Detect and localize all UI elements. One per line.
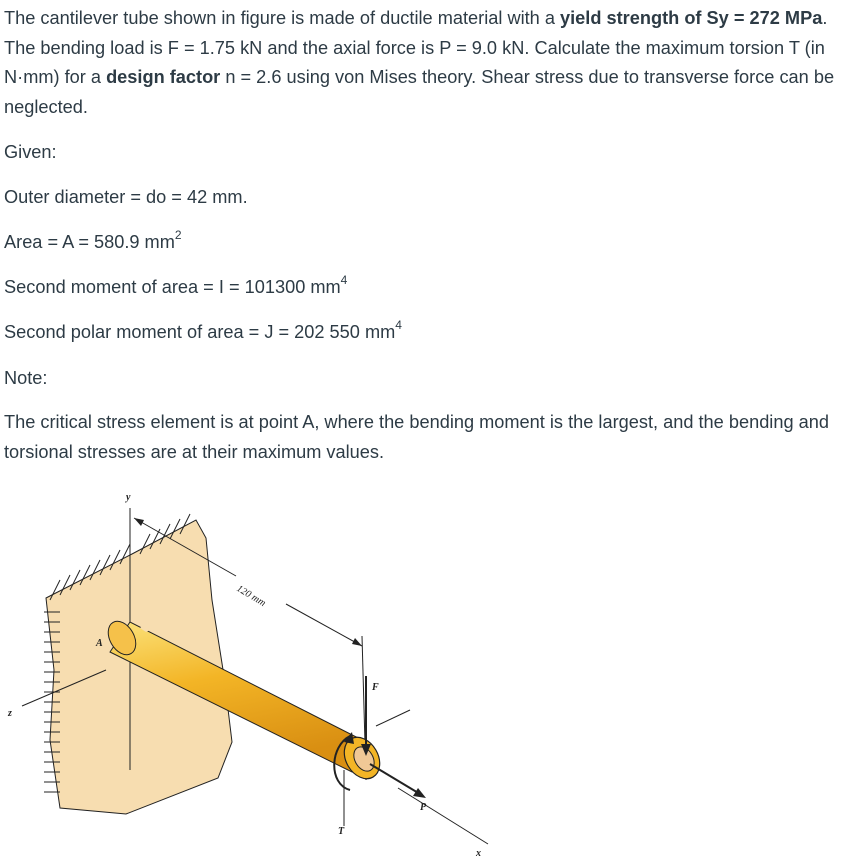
y-axis-label: y <box>126 492 131 503</box>
cantilever-tube-figure <box>0 480 854 862</box>
dimension-label: 120 mm <box>234 583 268 610</box>
problem-text-3: n = 2.6 using von Mises theory. Shear stress due to transverse force can be neglected. <box>4 67 835 117</box>
given-outer-diameter: Outer diameter = do = 42 mm. <box>4 187 248 207</box>
problem-bold-sy-value: 272 MPa <box>749 8 823 28</box>
given-second-moment-exponent: 4 <box>340 272 348 287</box>
force-f-label: F <box>372 682 379 693</box>
given-area-text: Area = A = 580.9 mm <box>4 232 175 252</box>
end-reference-line <box>376 710 410 726</box>
force-p-arrow <box>370 764 426 798</box>
given-second-moment-text: Second moment of area = I = 101300 mm <box>4 277 341 297</box>
given-polar-moment-exponent: 4 <box>395 317 402 332</box>
z-axis-label: z <box>8 708 12 719</box>
note-text: The critical stress element is at point A, where the bending moment is the largest, and the bending and torsional stresses are at their maximum values. <box>4 412 829 462</box>
problem-bold-design-factor: design factor <box>106 67 221 87</box>
torque-t-label: T <box>338 826 345 837</box>
point-a-label: A <box>96 638 103 649</box>
problem-text-2: . The bending load is F = 1.75 kN and the axial force is P = 9.0 kN. Calculate the maximum torsion T (in N·mm) for a <box>4 8 828 87</box>
force-f-arrow <box>361 676 371 756</box>
problem-text-1: The cantilever tube shown in figure is made of ductile material with a <box>4 8 561 28</box>
force-p-label: P <box>420 802 427 813</box>
given-area-exponent: 2 <box>174 227 182 242</box>
given-polar-moment <box>4 318 844 348</box>
given-area <box>4 228 844 258</box>
x-axis-line <box>398 788 488 844</box>
x-axis-label: x <box>476 848 481 859</box>
note-heading: Note: <box>4 368 48 388</box>
given-polar-moment-text: Second polar moment of area = J = 202 550 mm <box>4 322 396 342</box>
given-second-moment <box>4 273 844 303</box>
problem-statement <box>4 4 844 122</box>
problem-bold-yield: yield strength of Sy = <box>560 8 745 28</box>
given-heading: Given: <box>4 142 57 162</box>
